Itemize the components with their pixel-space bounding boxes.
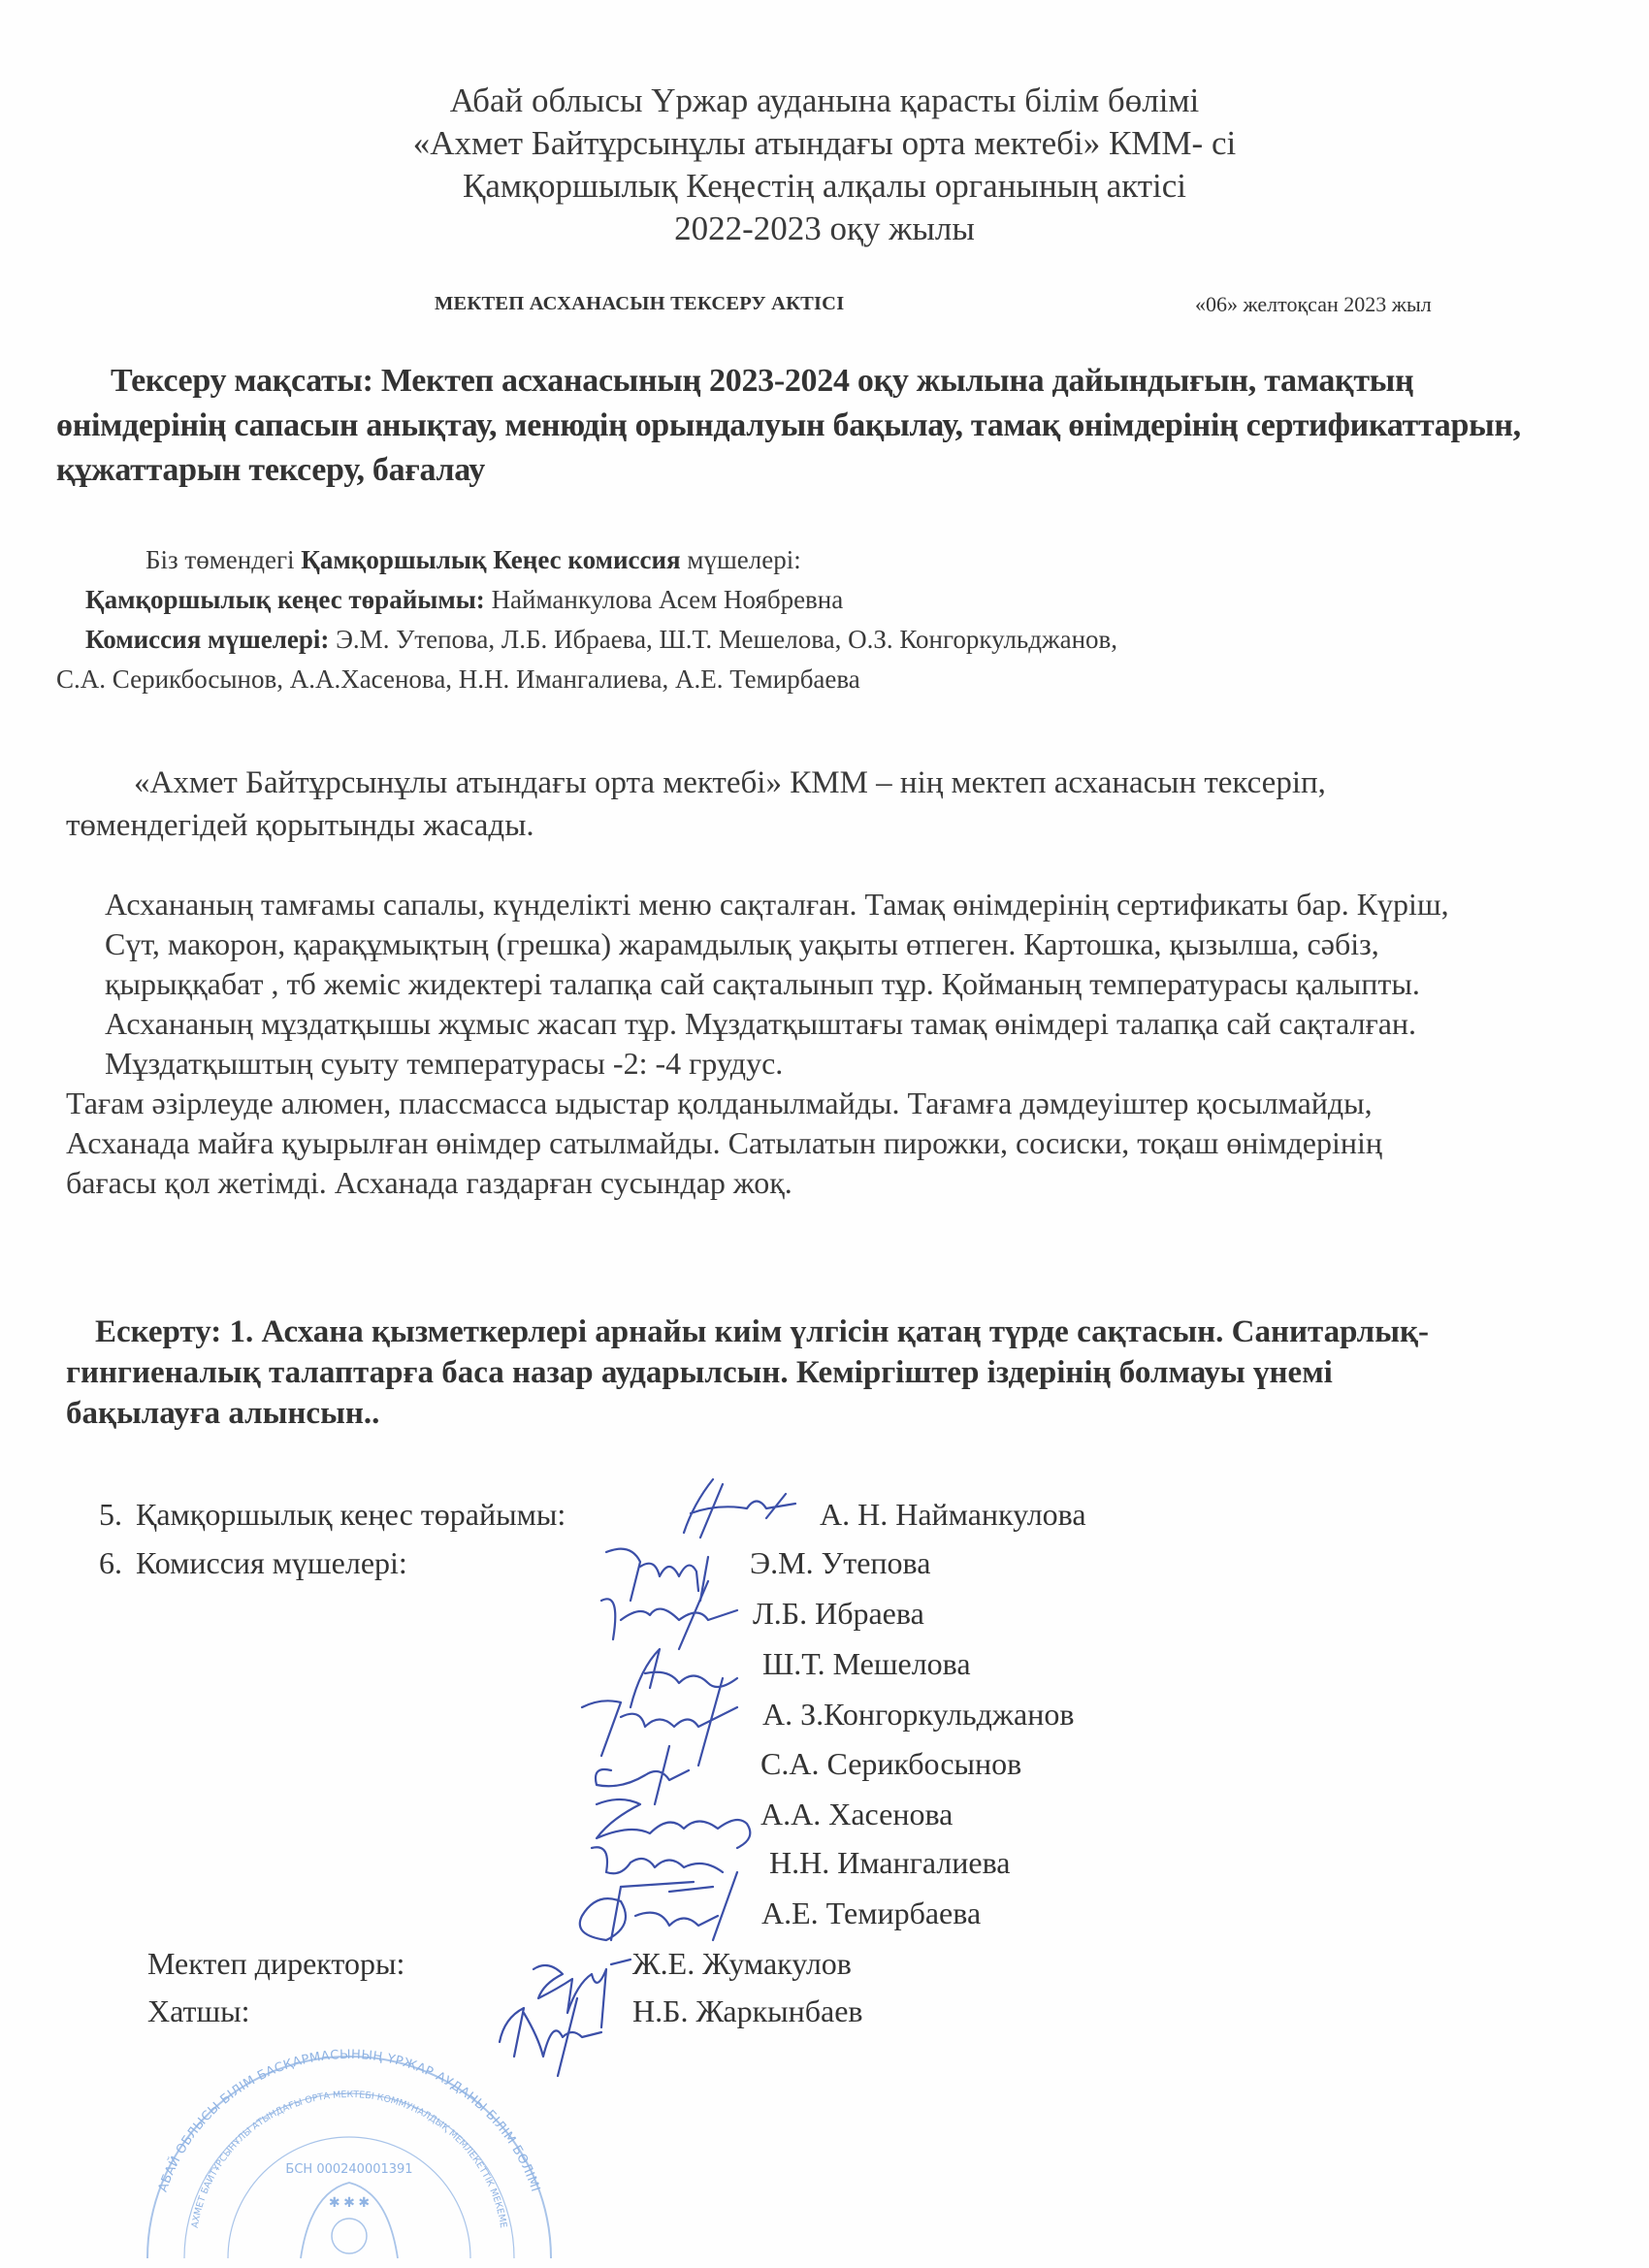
- member-name: А.Е. Темирбаева: [761, 1895, 982, 1930]
- header-line-council: Қамқоршылық Кеңестің алқалы органының актісі: [462, 167, 1187, 205]
- header-line-region: Абай облысы Үржар ауданына қарасты білім бөлімі: [449, 81, 1200, 119]
- member-name: С.А. Серикбосынов: [760, 1746, 1022, 1781]
- member-name: Л.Б. Ибраева: [753, 1596, 924, 1631]
- chair-name: Найманкулова Асем Ноябревна: [484, 585, 844, 614]
- member-name: Ш.Т. Мешелова: [762, 1646, 971, 1681]
- signature-chair-icon: [684, 1479, 795, 1538]
- signature-ibraeva-icon: [601, 1581, 737, 1649]
- member-name: Н.Н. Имангалиева: [769, 1845, 1011, 1880]
- stamp-bin-text: БСН 000240001391: [285, 2162, 413, 2177]
- commission-sign-label: Комиссия мүшелері:: [136, 1545, 407, 1580]
- findings-text-1: Асхананың тамғамы сапалы, күнделікті меню сақталған. Тамақ өнімдерінің сертификаты бар. Күріш, Сүт, макорон, қарақұмықтың (грешка) жарамдылық уақыты өтпеген. Картошка, қызылша, сәбіз, қырыққабат , тб жеміс жидектері талапқа сай сақталынып тұр. Қойманың температурасы қалыпты. Асхананың мұздатқышы жұмыс жасап тұр. Мұздатқыштағы тамақ өнімдері талапқа сай сақталған. Мұздатқыштың суыту температурасы -2: -4 грудус.: [105, 887, 1449, 1081]
- conclusion-text: «Ахмет Байтұрсынұлы атындағы орта мектебі» КММ – нің мектеп асханасын тексеріп, төмендегідей қорытынды жасады.: [66, 765, 1326, 843]
- signature-utepova-icon: [606, 1549, 708, 1601]
- signature-kongorkuldzhanov-icon: [582, 1678, 737, 1766]
- stamp-outer-text: АБАЙ ОБЛЫСЫ БІЛІМ БАСҚАРМАСЫНЫҢ ҮРЖАР АУДАНЫ БІЛІМ БӨЛІМІ: [155, 2047, 543, 2194]
- act-date: «06» желтоқсан 2023 жыл: [1195, 292, 1432, 316]
- signature-serikbosynov-icon: [596, 1746, 689, 1804]
- intro-suffix: мүшелері:: [680, 545, 801, 574]
- signature-hasenova-icon: [597, 1799, 750, 1848]
- director-name: Ж.Е. Жумакулов: [632, 1946, 852, 1981]
- stamp-inner-text: АХМЕТ БАЙТҰРСЫНҰЛЫ АТЫНДАҒЫ ОРТА МЕКТЕБІ КОММУНАЛДЫҚ МЕМЛЕКЕТТІК МЕКЕМЕ: [189, 2089, 509, 2229]
- commission-label: Комиссия мүшелері:: [85, 625, 330, 654]
- chair-sign-label: Қамқоршылық кеңес төрайымы:: [136, 1497, 566, 1532]
- member-name: А.А. Хасенова: [760, 1797, 954, 1831]
- intro-prefix: Біз төмендегі: [146, 545, 302, 574]
- member-name: Э.М. Утепова: [750, 1545, 931, 1580]
- commission-line1: Э.М. Утепова, Л.Б. Ибраева, Ш.Т. Мешелова, О.З. Конгоркульджанов,: [329, 625, 1118, 654]
- intro-bold: Қамқоршылық Кеңес комиссия: [301, 545, 681, 574]
- item-number-6: 6.: [99, 1545, 122, 1580]
- act-title: МЕКТЕП АСХАНАСЫН ТЕКСЕРУ АКТІСІ: [435, 293, 845, 314]
- chair-label: Қамқоршылық кеңес төрайымы:: [85, 585, 485, 614]
- findings-paragraph-2: Тағам әзірлеуде алюмен, плассмасса ыдыстар қолданылмайды. Тағамға дәмдеуіштер қосылмайды, Асханада майға қуырылған өнімдер сатылмайды. Сатылатын пирожки, сосиски, тоқаш өнімдерінің бағасы қол жетімді. Асханада газдарған сусындар жоқ.: [66, 1085, 1382, 1200]
- secretary-name: Н.Б. Жаркынбаев: [632, 1993, 863, 2028]
- header-line-year: 2022-2023 оқу жылы: [674, 210, 975, 247]
- secretary-label: Хатшы:: [147, 1993, 250, 2028]
- stamp-stars-icon: ✱ ✱ ✱: [328, 2196, 371, 2211]
- item-number-5: 5.: [99, 1497, 122, 1532]
- warning-text: Ескерту: 1. Асхана қызметкерлері арнайы киім үлгісін қатаң түрде сақтасын. Санитарлық- гингиеналық талаптарға баса назар аударылсын. Кеміргіштер іздерінің болмауы үнемі бақылауға алынсын..: [66, 1314, 1429, 1431]
- signature-secretary-icon: [500, 1998, 601, 2076]
- header-line-school: «Ахмет Байтұрсынұлы атындағы орта мектебі» КММ- сі: [412, 124, 1237, 162]
- signature-imangalieva-icon: [592, 1847, 723, 1887]
- signature-meshelova-icon: [630, 1649, 737, 1707]
- signature-temirbaeva-icon: [580, 1872, 737, 1940]
- purpose-text: Тексеру мақсаты: Мектеп асханасының 2023-2024 оқу жылына дайындығын, тамақтың өнімдерінің сапасын анықтау, менюдің орындалуын бақылау, тамақ өнімдерінің сертификаттарын, құжаттарын тексеру, бағалау: [56, 363, 1521, 488]
- commission-row-2: С.А. Серикбосынов, А.А.Хасенова, Н.Н. Имангалиева, А.Е. Темирбаева: [56, 664, 860, 694]
- director-label: Мектеп директоры:: [147, 1946, 405, 1981]
- member-name: А. З.Конгоркульджанов: [762, 1697, 1075, 1732]
- signature-director-icon: [534, 1960, 630, 2027]
- chair-sign-name: А. Н. Найманкулова: [820, 1497, 1086, 1532]
